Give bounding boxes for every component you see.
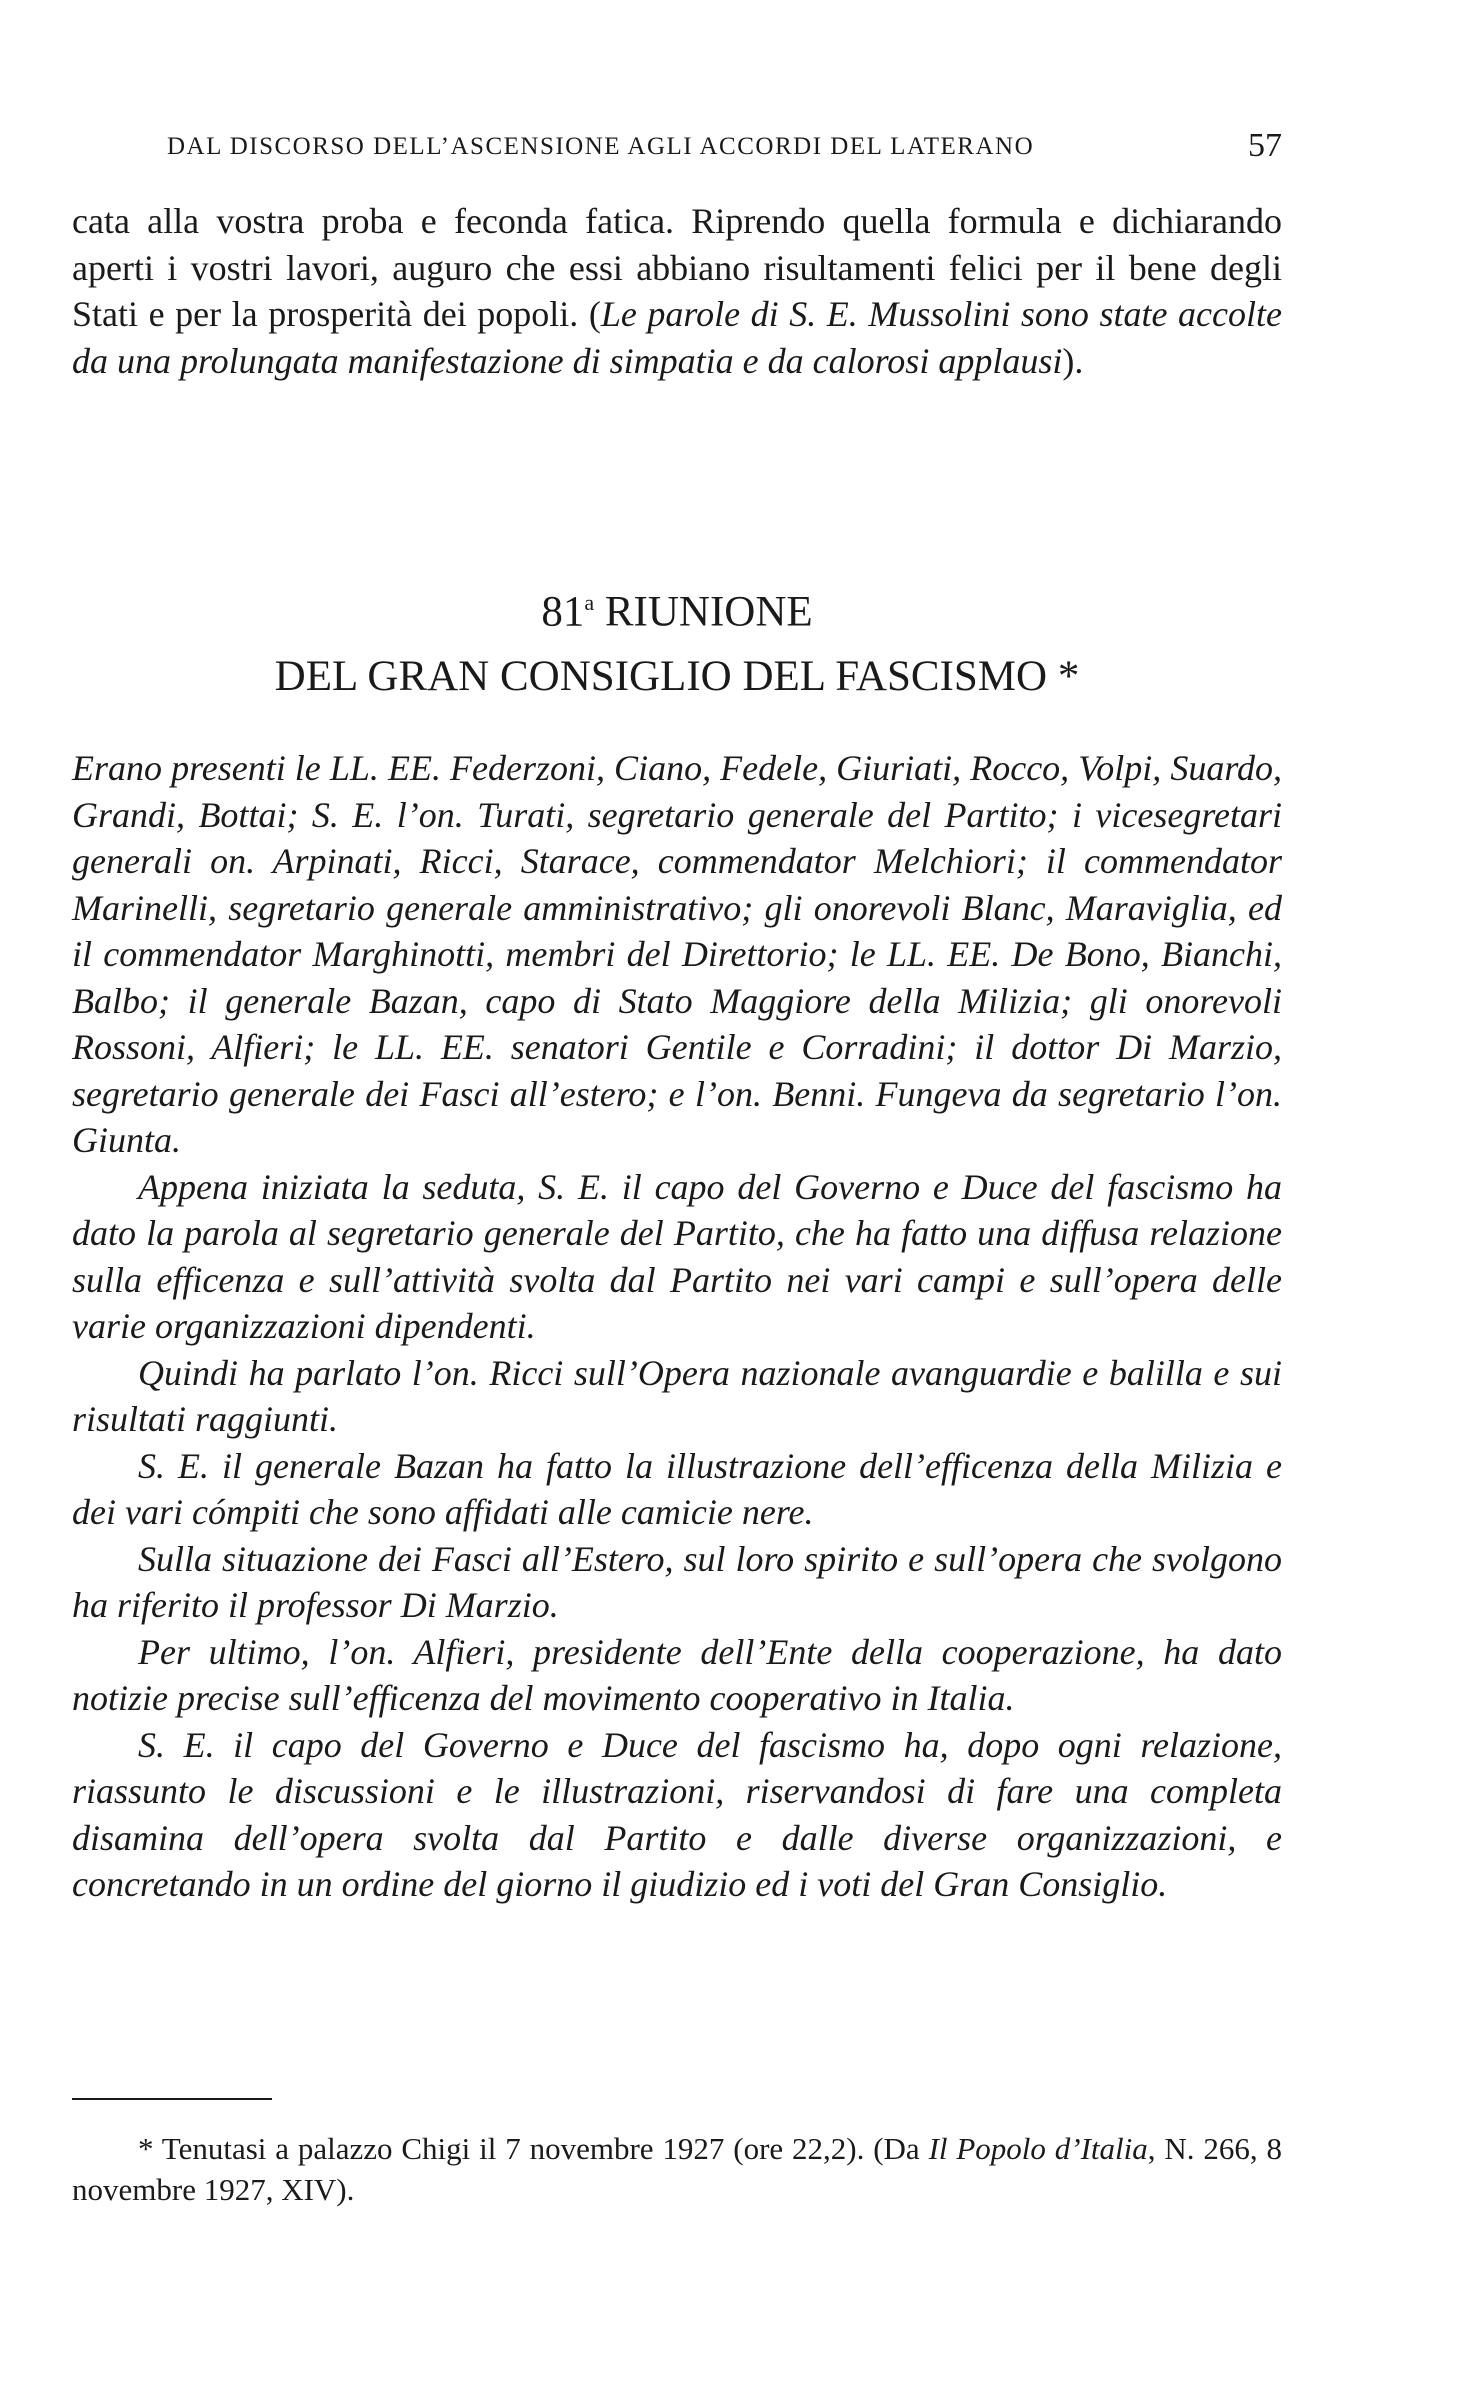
intro-text	[72, 198, 1282, 384]
book-page	[72, 0, 1282, 2385]
report-paragraph: Quindi ha parlato l’on. Ricci sull’Opera nazionale avanguardie e balilla e sui risultati raggiunti.	[72, 1352, 1282, 1439]
report-paragraph: Appena iniziata la seduta, S. E. il capo del Governo e Duce del fascismo ha dato la parola al segretario generale del Partito, che ha fatto una diffusa relazione sulla efficenza e sull’attività svolta dal Partito nei vari campi e sull’opera delle varie organizzazioni dipendenti.	[72, 1166, 1282, 1346]
report-paragraph: S. E. il generale Bazan ha fatto la illustrazione dell’efficenza della Milizia e dei vari cómpiti che sono affidati alle camicie nere.	[72, 1445, 1282, 1532]
heading-title-line1: RIUNIONE	[604, 588, 813, 636]
footnote-text-normal: * Tenutasi a palazzo Chigi il 7 novembre 1927 (ore 22,2). (Da	[138, 2131, 929, 2166]
heading-ordinal-line	[72, 570, 1282, 644]
intro-paragraph	[72, 198, 1282, 384]
running-title: DAL DISCORSO DELL’ASCENSIONE AGLI ACCORDI DEL LATERANO	[167, 133, 1035, 160]
section-heading	[72, 570, 1282, 709]
report-paragraph: S. E. il capo del Governo e Duce del fascismo ha, dopo ogni relazione, riassunto le discussioni e le illustrazioni, riservandosi di fare una completa disamina dell’opera svolta dal Partito e dalle diverse organizzazioni, e concretando in un ordine del giorno il giudizio ed i voti del Gran Consiglio.	[72, 1724, 1282, 1904]
intro-text-normal: cata alla vostra proba e feconda fatica. Riprendo quella formula e dichiarando aperti i vostri lavori, auguro che essi abbiano risultamenti felici per il bene degli Stati e per la prosperità dei popoli. (	[72, 201, 1282, 334]
report-paragraph: Erano presenti le LL. EE. Federzoni, Ciano, Fedele, Giuriati, Rocco, Volpi, Suardo, Grandi, Bottai; S. E. l’on. Turati, segretario generale del Partito; i vicesegretari generali on. Arpinati, Ricci, Starace, commendator Melchiori; il commendator Marinelli, segretario generale amministrativo; gli onorevoli Blanc, Maraviglia, ed il commendator Marghinotti, membri del Direttorio; le LL. EE. De Bono, Bianchi, Balbo; il generale Bazan, capo di Stato Maggiore della Milizia; gli onorevoli Rossoni, Alfieri; le LL. EE. senatori Gentile e Corradini; il dottor Di Marzio, segretario generale dei Fasci all’estero; e l’on. Benni. Fungeva da segretario l’on. Giunta.	[72, 748, 1282, 1160]
intro-text-italic: Le parole di S. E. Mussolini sono state accolte da una prolungata manifestazione di simpatia e da calorosi applausi	[72, 294, 1282, 381]
footnote-text-italic: Il Popolo d’Italia	[928, 2131, 1148, 2166]
intro-text-close: ).	[1062, 340, 1084, 381]
running-head	[72, 127, 1282, 173]
footnote	[72, 2128, 1282, 2210]
heading-title-line2: DEL GRAN CONSIGLIO DEL FASCISMO *	[274, 653, 1080, 701]
report-paragraph: Sulla situazione dei Fasci all’Estero, sul loro spirito e sull’opera che svolgono ha riferito il professor Di Marzio.	[72, 1538, 1282, 1625]
footnote-divider	[72, 2098, 272, 2100]
page-number: 57	[1248, 127, 1282, 164]
footnote-text-close: , N. 266, 8 novembre 1927, XIV).	[72, 2131, 1282, 2207]
report-paragraph: Per ultimo, l’on. Alfieri, presidente dell’Ente della cooperazione, ha dato notizie precise sull’efficenza del movimento cooperativo in Italia.	[72, 1631, 1282, 1718]
heading-ordinal: 81	[541, 588, 585, 636]
heading-ordinal-suffix: a	[584, 590, 595, 615]
report-body	[72, 745, 1282, 1908]
